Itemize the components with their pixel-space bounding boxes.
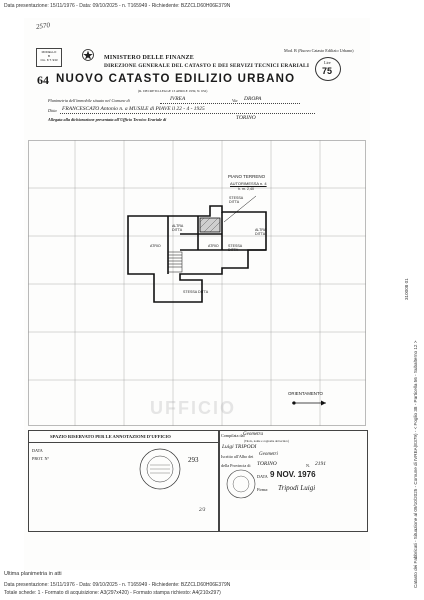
lire-stamp — [315, 57, 341, 81]
altra-ditta-2: ALTRA DITTA — [172, 224, 184, 232]
handwritten-number: 2570 — [35, 21, 51, 31]
ministry-title: MINISTERO DELLE FINANZE — [104, 55, 194, 61]
north-arrow-icon — [290, 398, 330, 408]
altezza-label: h. m. 2,40 — [238, 187, 254, 191]
italian-emblem-icon — [81, 48, 95, 62]
side-text: Catasto dei Fabbricati - Situazione al 09/10/2025 - Comune di IVREA(E379) - < Foglio 38 - Particella 56 - Subalterno 12 > — [413, 340, 418, 588]
ufficio-value: TORINO — [236, 115, 256, 121]
office-annotations-box — [28, 430, 220, 532]
comune-value: IVREA — [170, 96, 186, 102]
catasto-prefix: 64 — [37, 73, 49, 87]
header-line-bottom-2: Totale schede: 1 - Formato di acquisizione: A3(297x420) - Formato stampa richiesto: A4(210x297) — [4, 590, 221, 596]
planimetria-label: Planimetria dell'immobile situato nel Comune di — [48, 98, 130, 103]
ditta-value: FRANCESCATO Antonio n. a MUSILE di PIAVE il 22 - 4 - 1925 — [62, 106, 205, 112]
directorate-title: DIREZIONE GENERALE DEL CATASTO E DEI SERVIZI TECNICI ERARIALI — [104, 63, 310, 69]
stamp-number: 293 — [188, 456, 199, 464]
stessa-ditta-2: STESSA DITTA — [228, 244, 242, 252]
lire-value: 75 — [322, 66, 333, 76]
signature: Tripodi Luigi — [278, 484, 316, 492]
ditta-label: Ditta — [48, 108, 57, 113]
header-line-bottom-1: Data presentazione: 15/11/1976 - Data: 09/10/2025 - n. T165949 - Richiedente: BZZCLD60H06E379N — [4, 582, 231, 588]
prot-label: PROT. N° — [32, 456, 50, 461]
provincia-value: TORINO — [257, 461, 277, 467]
stessa-ditta-1: STESSA DITTA — [229, 196, 243, 204]
provincia-label: della Provincia di — [221, 463, 251, 468]
ultima-planimetria: Ultima planimetria in atti — [4, 571, 62, 577]
altra-ditta-1: ALTRA DITTA — [255, 228, 267, 236]
watermark: UFFICIO — [150, 398, 236, 418]
side-code: 310008 01 — [404, 278, 409, 300]
geometra-stamp-icon — [225, 468, 257, 500]
firma-label: Firma: — [257, 487, 269, 492]
autorimessa-label: AUTORIMESSA n. 4 — [230, 181, 267, 186]
lire-label: Lire — [324, 60, 331, 65]
professione-value: Geometra — [243, 432, 263, 437]
annotations-divider — [28, 442, 218, 443]
comune-dotted-line — [160, 103, 300, 104]
via-value: DROPA — [244, 96, 262, 102]
atrio-2: ATRIO — [208, 244, 219, 248]
fraction-mark: 2/3 — [199, 508, 206, 513]
piano-label: PIANO TERRENO — [228, 174, 266, 179]
decree-text: (R. DECRETO-LEGGE 13 APRILE 1939, N. 652) — [138, 89, 208, 93]
date-value: 9 NOV. 1976 — [270, 470, 316, 479]
albo-value: Geometri — [259, 452, 278, 457]
header-line-top: Data presentazione: 15/11/1976 - Data: 09/10/2025 - n. T165949 - Richiedente: BZZCLD60H06E379N — [4, 3, 231, 9]
mod-label: Mod. B (Nuovo Catasto Edilizio Urbano) — [284, 48, 354, 53]
floor-plan-drawing — [120, 190, 270, 330]
model-box-text: MODELLO B Om. 8 T. 933 — [40, 50, 58, 62]
office-stamp-icon — [138, 447, 182, 491]
atrio-1: ATRIO — [150, 244, 161, 248]
spazio-label: SPAZIO RISERVATO PER LE ANNOTAZIONI D'UFFICIO — [50, 434, 171, 439]
date-label: DATA — [257, 474, 268, 479]
n-label: N. — [306, 463, 311, 468]
professione-note: (Titolo, nome e cognome del tecnico) — [244, 439, 290, 443]
model-box — [36, 48, 62, 67]
catasto-title: NUOVO CATASTO EDILIZIO URBANO — [56, 73, 296, 85]
ditta-dotted-line — [60, 113, 315, 114]
via-label: Via — [232, 98, 238, 103]
orientamento-label: ORIENTAMENTO — [288, 391, 323, 396]
allegata-label: Allegata alla dichiarazione presentata all'Ufficio Tecnico Erariale di — [48, 117, 167, 122]
iscritto-label: Iscritto all'Albo dei — [221, 454, 254, 459]
data-label: DATA — [32, 448, 43, 453]
tecnico-name: Luigi TRIPODI — [222, 444, 257, 450]
n-value: 2191 — [315, 461, 326, 467]
stessa-ditta-3: STESSA DITTA — [183, 290, 209, 294]
compilata-label: Compilata dal — [221, 433, 245, 438]
